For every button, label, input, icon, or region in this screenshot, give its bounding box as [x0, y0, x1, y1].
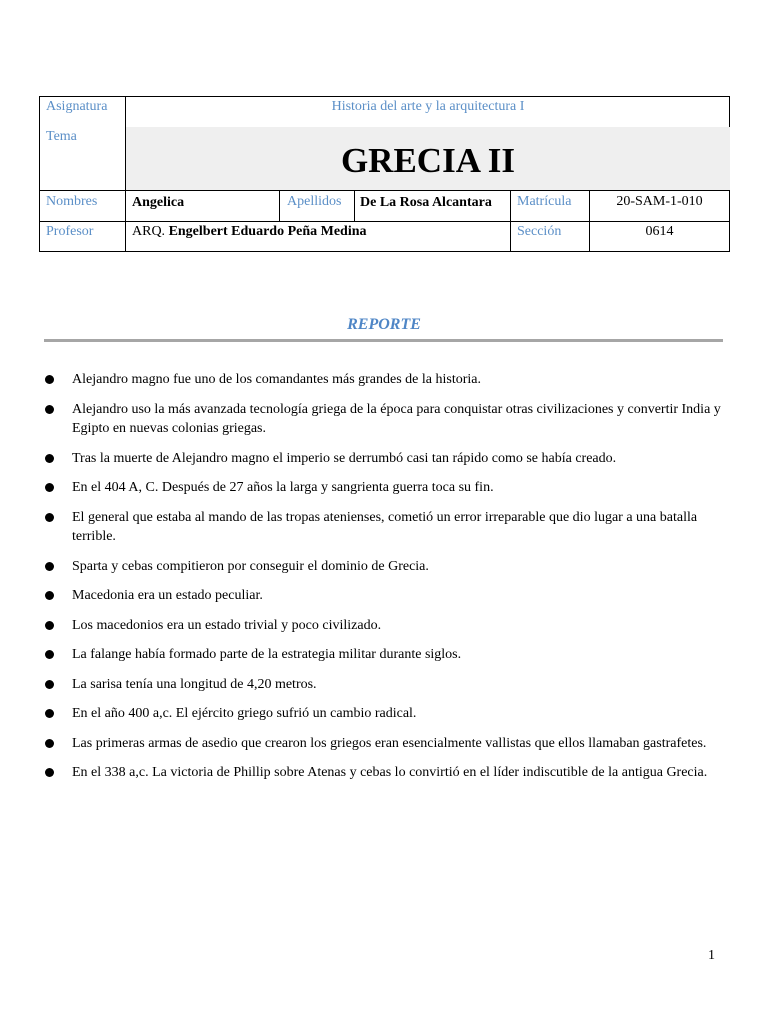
profesor-label: Profesor [46, 224, 94, 239]
list-item: La falange había formado parte de la estrategia militar durante siglos. [44, 645, 724, 665]
list-item: Tras la muerte de Alejandro magno el imperio se derrumbó casi tan rápido como se había creado. [44, 449, 724, 469]
table-divider [354, 190, 355, 221]
seccion-value: 0614 [645, 224, 674, 239]
list-item: En el 404 A, C. Después de 27 años la larga y sangrienta guerra toca su fin. [44, 478, 724, 498]
page-number: 1 [708, 948, 715, 963]
table-divider [40, 221, 729, 222]
table-divider [40, 190, 729, 191]
profesor-prefix: ARQ. [132, 224, 166, 239]
profesor-value [132, 223, 367, 240]
apellidos-value: De La Rosa Alcantara [360, 195, 492, 210]
seccion-label: Sección [517, 224, 562, 239]
list-item: Alejandro magno fue uno de los comandantes más grandes de la historia. [44, 370, 724, 390]
apellidos-label: Apellidos [287, 194, 342, 209]
profesor-name: Engelbert Eduardo Peña Medina [168, 224, 367, 239]
table-divider [279, 190, 280, 221]
asignatura-value: Historia del arte y la arquitectura I [331, 99, 525, 114]
matricula-value: 20-SAM-1-010 [616, 194, 703, 209]
tema-label: Tema [46, 129, 77, 144]
list-item: El general que estaba al mando de las tropas atenienses, cometió un error irreparable que dio lugar a una batalla terrible. [44, 508, 724, 547]
table-divider [510, 190, 511, 251]
section-divider [44, 339, 723, 342]
section-title: REPORTE [347, 316, 421, 333]
nombres-label: Nombres [46, 194, 98, 209]
list-item: Sparta y cebas compitieron por conseguir el dominio de Grecia. [44, 557, 724, 577]
list-item: En el año 400 a,c. El ejército griego sufrió un cambio radical. [44, 704, 724, 724]
list-item: En el 338 a,c. La victoria de Phillip sobre Atenas y cebas lo convirtió en el líder indiscutible de la antigua Grecia. [44, 763, 724, 783]
list-item: La sarisa tenía una longitud de 4,20 metros. [44, 675, 724, 695]
list-item: Las primeras armas de asedio que crearon los griegos eran esencialmente vallistas que ellos llamaban gastrafetes. [44, 734, 724, 754]
nombres-value: Angelica [132, 195, 185, 210]
list-item: Macedonia era un estado peculiar. [44, 586, 724, 606]
document-title: GRECIA II [340, 141, 516, 180]
asignatura-label: Asignatura [46, 99, 108, 114]
list-item: Alejandro uso la más avanzada tecnología griega de la época para conquistar otras civilizaciones y convertir India y Egipto en nuevas colonias griegas. [44, 400, 724, 439]
header-table [39, 96, 730, 252]
bullet-list [44, 370, 724, 793]
list-item: Los macedonios era un estado trivial y poco civilizado. [44, 616, 724, 636]
matricula-label: Matrícula [517, 194, 572, 209]
